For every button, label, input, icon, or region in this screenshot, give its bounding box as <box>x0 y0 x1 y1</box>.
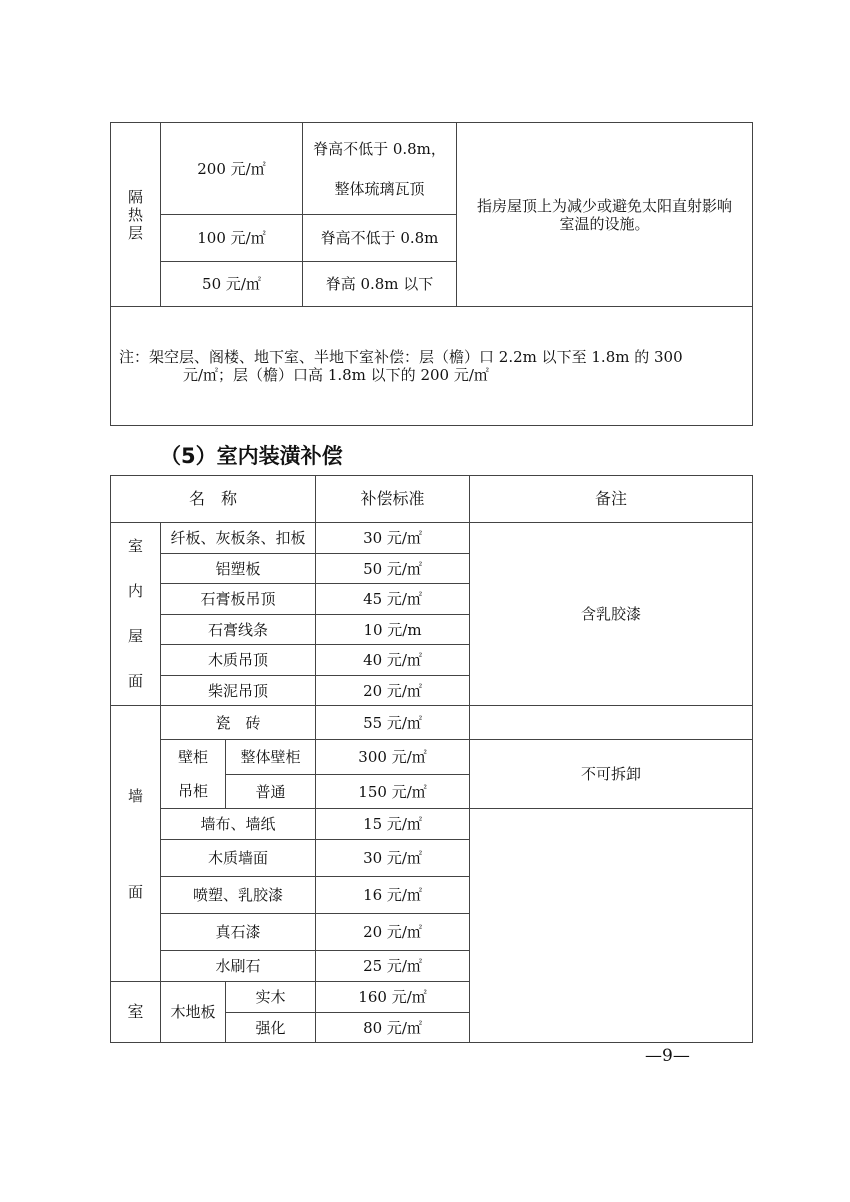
item-price: 10 元/m <box>316 615 470 645</box>
price-cell: 100 元/㎡ <box>161 215 303 262</box>
item-name: 真石漆 <box>161 914 316 951</box>
item-price: 16 元/㎡ <box>316 877 470 914</box>
ceiling-remark: 含乳胶漆 <box>470 523 753 706</box>
item-price: 80 元/㎡ <box>316 1013 470 1043</box>
header-remark: 备注 <box>470 476 753 523</box>
price-cell: 200 元/㎡ <box>161 123 303 215</box>
item-name: 墙布、墙纸 <box>161 809 316 840</box>
condition-cell: 脊高不低于 0.8m <box>303 215 457 262</box>
section-title: （5）室内装潢补偿 <box>160 444 343 468</box>
item-name: 实木 <box>226 982 316 1013</box>
item-name: 木质吊顶 <box>161 645 316 676</box>
insulation-label: 隔 热 层 <box>111 123 161 307</box>
header-standard: 补偿标准 <box>316 476 470 523</box>
item-name: 柴泥吊顶 <box>161 676 316 706</box>
decoration-table <box>110 475 753 1043</box>
insulation-note: 注：架空层、阁楼、地下室、半地下室补偿：层（檐）口 2.2m 以下至 1.8m 的 300 元/㎡；层（檐）口高 1.8m 以下的 200 元/㎡ <box>111 307 753 426</box>
item-name: 整体壁柜 <box>226 740 316 775</box>
wall-label: 墙 面 <box>111 706 161 982</box>
item-price: 45 元/㎡ <box>316 584 470 615</box>
header-name: 名 称 <box>111 476 316 523</box>
item-name: 铝塑板 <box>161 554 316 584</box>
item-name: 木质墙面 <box>161 840 316 877</box>
item-price: 15 元/㎡ <box>316 809 470 840</box>
item-name: 喷塑、乳胶漆 <box>161 877 316 914</box>
condition-cell: 脊高 0.8m 以下 <box>303 262 457 307</box>
insulation-description: 指房屋顶上为减少或避免太阳直射影响 室温的设施。 <box>457 123 753 307</box>
insulation-table <box>110 122 753 426</box>
item-name: 普通 <box>226 775 316 809</box>
item-price: 300 元/㎡ <box>316 740 470 775</box>
ceiling-label: 室 内 屋 面 <box>111 523 161 706</box>
item-name: 瓷 砖 <box>161 706 316 740</box>
item-price: 50 元/㎡ <box>316 554 470 584</box>
item-price: 30 元/㎡ <box>316 840 470 877</box>
item-price: 55 元/㎡ <box>316 706 470 740</box>
wood-floor-label: 木地板 <box>161 982 226 1043</box>
item-name: 纤板、灰板条、扣板 <box>161 523 316 554</box>
cabinet-remark: 不可拆卸 <box>470 740 753 809</box>
floor-label: 室 <box>111 982 161 1043</box>
item-name: 强化 <box>226 1013 316 1043</box>
tile-remark <box>470 706 753 740</box>
wall-floor-remark <box>470 809 753 1043</box>
item-price: 25 元/㎡ <box>316 951 470 982</box>
condition-cell: 脊高不低于 0.8m， 整体琉璃瓦顶 <box>303 123 457 215</box>
item-price: 30 元/㎡ <box>316 523 470 554</box>
item-price: 20 元/㎡ <box>316 676 470 706</box>
price-cell: 50 元/㎡ <box>161 262 303 307</box>
item-price: 160 元/㎡ <box>316 982 470 1013</box>
item-name: 石膏板吊顶 <box>161 584 316 615</box>
item-price: 40 元/㎡ <box>316 645 470 676</box>
item-price: 150 元/㎡ <box>316 775 470 809</box>
page-number: —9— <box>645 1046 690 1066</box>
item-name: 石膏线条 <box>161 615 316 645</box>
item-price: 20 元/㎡ <box>316 914 470 951</box>
item-name: 水刷石 <box>161 951 316 982</box>
cabinet-label: 壁柜 吊柜 <box>161 740 226 809</box>
